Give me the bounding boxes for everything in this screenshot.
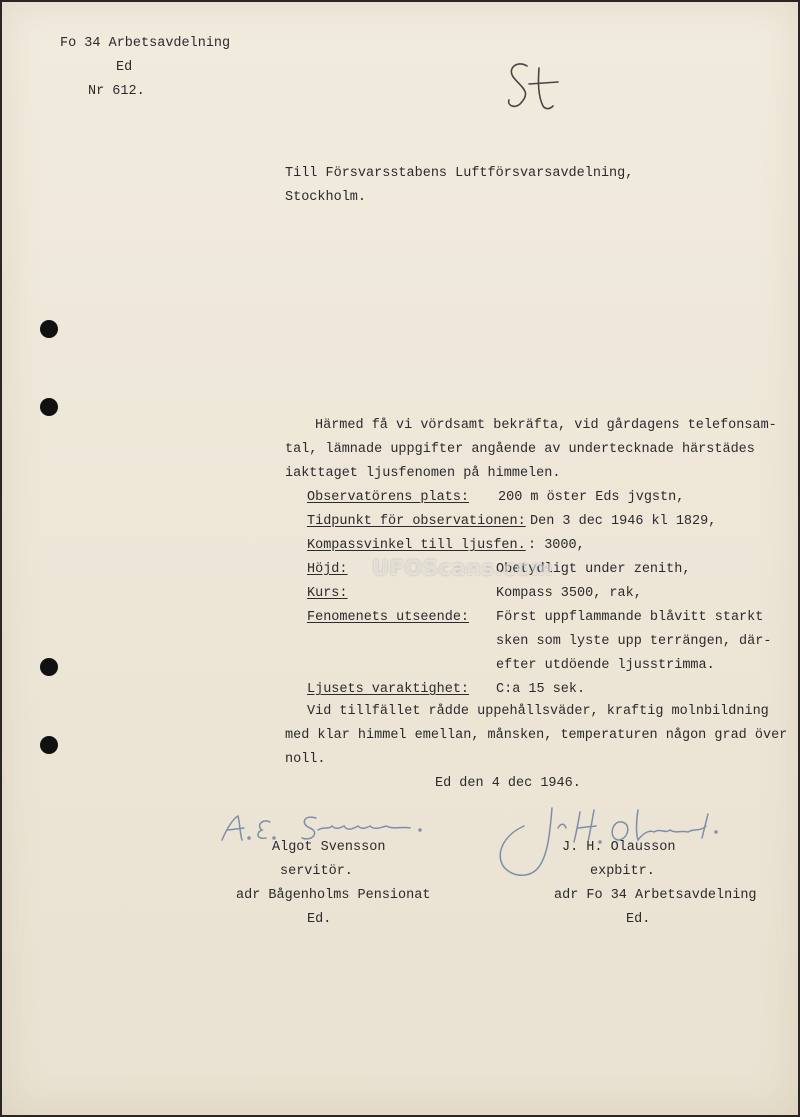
intro-line: Härmed få vi vördsamt bekräfta, vid gårdagens telefonsam- bbox=[315, 418, 777, 433]
signatory-name-right: J. H. Olausson bbox=[562, 840, 676, 855]
field-label-place: Observatörens plats: bbox=[307, 490, 470, 505]
closing-line: Vid tillfället rådde uppehållsväder, kraftig molnbildning bbox=[307, 704, 769, 719]
signatory-address-left: adr Bågenholms Pensionat bbox=[236, 888, 431, 903]
signatory-place-right: Ed. bbox=[626, 912, 651, 927]
field-label-angle: Kompassvinkel till ljusfen. bbox=[307, 538, 526, 553]
document-number: Nr 612. bbox=[88, 84, 145, 99]
binder-hole bbox=[40, 736, 58, 754]
field-value-appearance: efter utdöende ljusstrimma. bbox=[496, 658, 715, 673]
field-value-appearance: sken som lyste upp terrängen, där- bbox=[496, 634, 772, 649]
recipient-city: Stockholm. bbox=[285, 190, 367, 205]
field-value-height: Obetydligt under zenith, bbox=[496, 562, 691, 577]
closing-line: med klar himmel emellan, månsken, temperaturen någon grad över bbox=[285, 728, 788, 743]
signatory-title-left: servitör. bbox=[280, 864, 353, 879]
signatory-title-right: expbitr. bbox=[590, 864, 655, 879]
signatory-name-left: Algot Svensson bbox=[272, 840, 386, 855]
binder-hole bbox=[40, 658, 58, 676]
handwritten-mark bbox=[500, 58, 570, 118]
recipient-line: Till Försvarsstabens Luftförsvarsavdelning, bbox=[285, 166, 634, 181]
date-line: Ed den 4 dec 1946. bbox=[435, 776, 581, 791]
sender-place: Ed bbox=[116, 60, 133, 75]
field-label-duration: Ljusets varaktighet: bbox=[307, 682, 470, 697]
field-label-appearance: Fenomenets utseende: bbox=[307, 610, 470, 625]
binder-hole bbox=[40, 398, 58, 416]
field-value-appearance: Först uppflammande blåvitt starkt bbox=[496, 610, 764, 625]
intro-line: tal, lämnade uppgifter angående av undertecknade härstädes bbox=[285, 442, 755, 457]
binder-hole bbox=[40, 320, 58, 338]
field-label-height: Höjd: bbox=[307, 562, 348, 577]
field-value-place: 200 m öster Eds jvgstn, bbox=[498, 490, 685, 505]
intro-line: iakttaget ljusfenomen på himmelen. bbox=[285, 466, 561, 481]
document-page bbox=[2, 2, 798, 1115]
field-value-angle: : 3000, bbox=[528, 538, 585, 553]
sender-unit: Fo 34 Arbetsavdelning bbox=[60, 36, 231, 51]
field-value-duration: C:a 15 sek. bbox=[496, 682, 586, 697]
field-value-time: Den 3 dec 1946 kl 1829, bbox=[530, 514, 717, 529]
field-label-time: Tidpunkt för observationen: bbox=[307, 514, 526, 529]
field-label-course: Kurs: bbox=[307, 586, 348, 601]
closing-line: noll. bbox=[285, 752, 326, 767]
field-value-course: Kompass 3500, rak, bbox=[496, 586, 642, 601]
signatory-place-left: Ed. bbox=[307, 912, 332, 927]
watermark: UFOScans.com bbox=[372, 556, 554, 580]
signatory-address-right: adr Fo 34 Arbetsavdelning bbox=[554, 888, 757, 903]
